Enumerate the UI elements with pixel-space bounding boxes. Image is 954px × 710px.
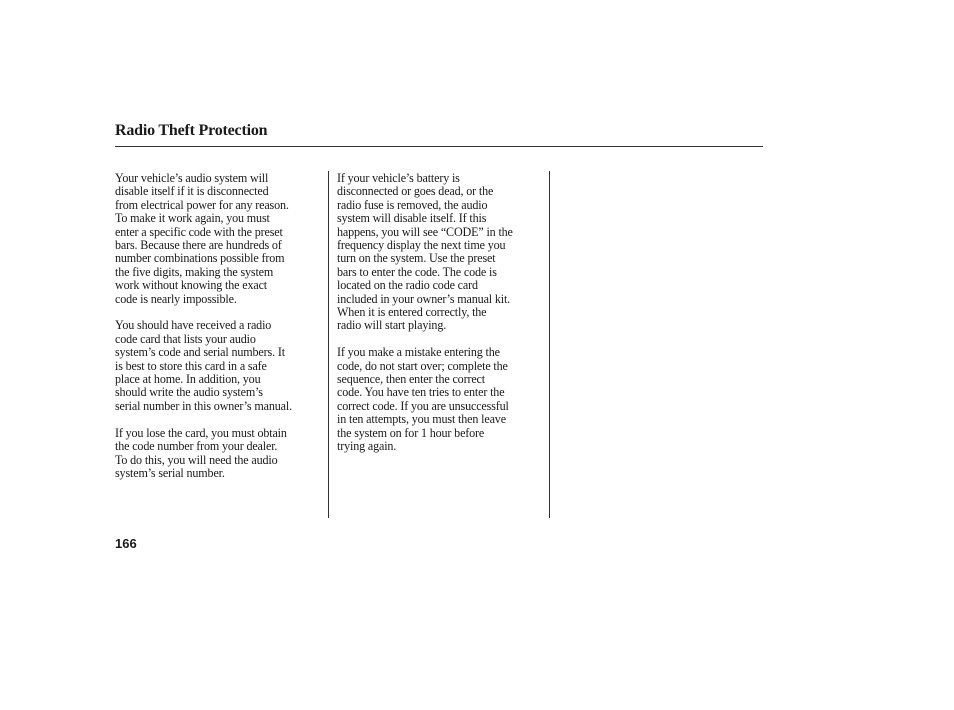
text-line: radio will start playing. [337,318,447,333]
text-line: system’s serial number. [115,465,225,480]
page-number: 166 [115,536,137,551]
text-line: trying again. [337,439,397,454]
column-divider [549,171,550,518]
text-line: correct code. If you are unsuccessful [337,398,509,413]
text-line: If you lose the card, you must obtain [115,425,287,440]
text-line: number combinations possible from [115,251,285,266]
text-line: frequency display the next time you [337,238,506,253]
text-line: turn on the system. Use the preset [337,251,496,266]
text-line: disable itself if it is disconnected [115,184,269,199]
text-line: code, do not start over; complete the [337,358,508,373]
text-line: the code number from your dealer. [115,439,278,454]
paragraph [337,346,543,453]
text-line: When it is entered correctly, the [337,305,487,320]
text-line: should write the audio system’s [115,385,263,400]
text-line: code is nearly impossible. [115,291,237,306]
column-divider [328,171,329,518]
text-line: happens, you will see “CODE” in the [337,224,513,239]
paragraph [115,172,321,306]
text-line: radio fuse is removed, the audio [337,197,488,212]
text-line: enter a specific code with the preset [115,224,283,239]
text-line: Your vehicle’s audio system will [115,171,269,185]
text-line: disconnected or goes dead, or the [337,184,494,199]
text-line: included in your owner’s manual kit. [337,291,511,306]
text-line: If your vehicle’s battery is [337,171,460,185]
paragraph [115,427,321,481]
text-line: located on the radio code card [337,278,478,293]
text-column-2 [337,172,543,467]
text-line: serial number in this owner’s manual. [115,398,292,413]
text-line: bars to enter the code. The code is [337,264,497,279]
paragraph [337,172,543,333]
text-column-1 [115,172,321,494]
text-line: To do this, you will need the audio [115,452,278,467]
text-line: bars. Because there are hundreds of [115,238,282,253]
paragraph [115,319,321,413]
text-line: code card that lists your audio [115,331,256,346]
page-title: Radio Theft Protection [115,122,268,139]
text-line: is best to store this card in a safe [115,358,267,373]
text-line: system will disable itself. If this [337,211,487,226]
text-line: If you make a mistake entering the [337,345,500,360]
text-line: in ten attempts, you must then leave [337,412,506,427]
text-line: sequence, then enter the correct [337,372,485,387]
text-line: the system on for 1 hour before [337,425,485,440]
text-line: You should have received a radio [115,318,272,333]
heading-rule [115,146,763,147]
text-line: To make it work again, you must [115,211,270,226]
text-line: work without knowing the exact [115,278,268,293]
text-line: place at home. In addition, you [115,372,261,387]
text-line: code. You have ten tries to enter the [337,385,505,400]
text-line: from electrical power for any reason. [115,197,289,212]
text-line: system’s code and serial numbers. It [115,345,285,360]
text-line: the five digits, making the system [115,264,274,279]
